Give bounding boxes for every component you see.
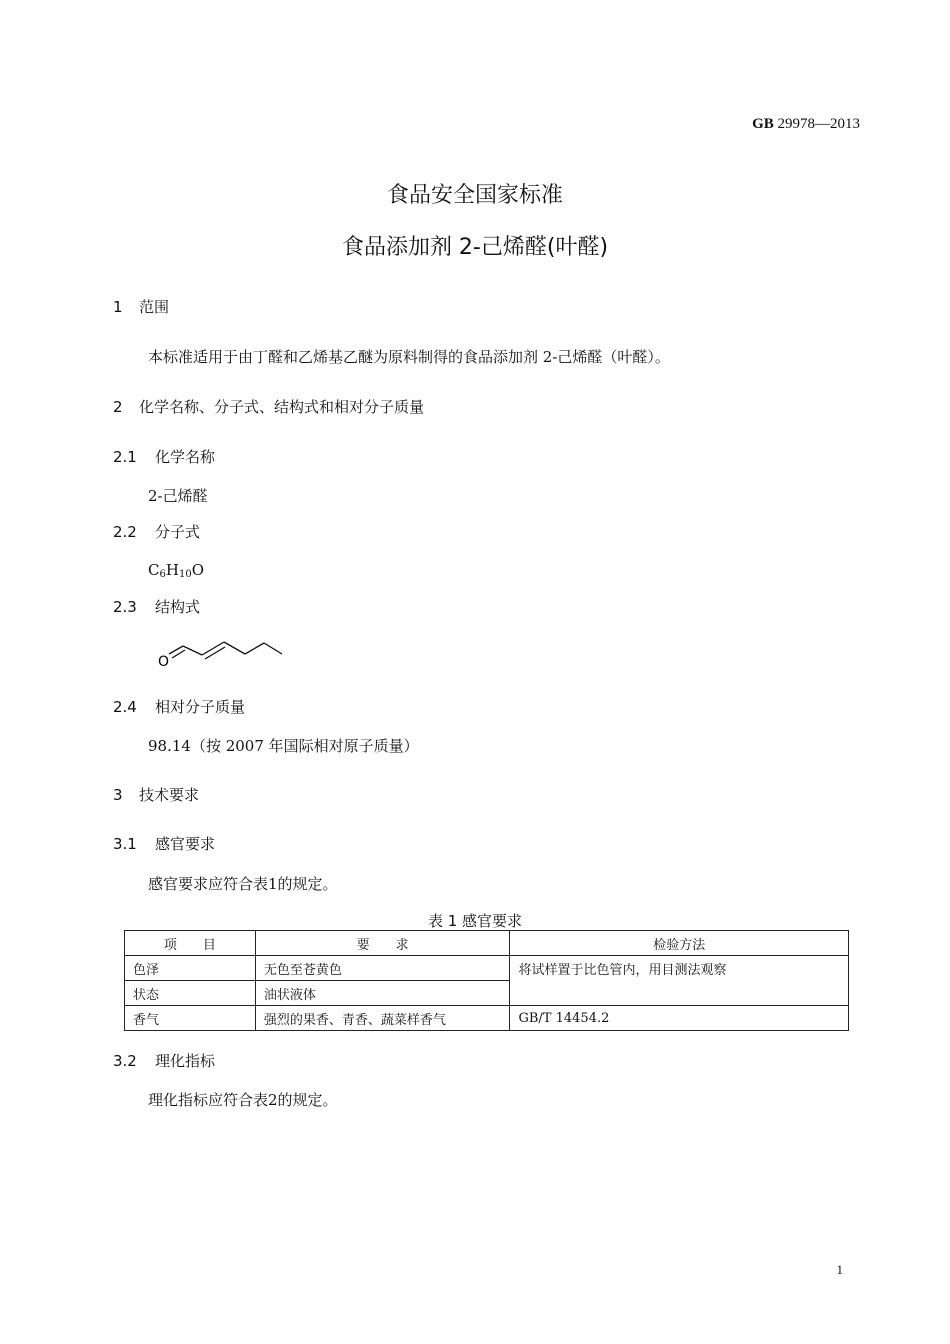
table-cell-item: 色泽 xyxy=(125,956,256,981)
oxygen-atom-label: O xyxy=(158,654,170,670)
section-number: 2.3 xyxy=(113,598,137,616)
title-line-2: 食品添加剂 2-己烯醛(叶醛) xyxy=(341,235,609,260)
table-row xyxy=(125,1006,849,1031)
section-2-2-heading xyxy=(113,521,200,542)
section-3-1-text: 感官要求应符合表1的规定。 xyxy=(148,875,338,893)
section-title: 结构式 xyxy=(155,598,201,616)
carbon-skeleton xyxy=(169,642,282,659)
section-title: 化学名称 xyxy=(155,448,216,466)
table-cell-method: 将试样置于比色管内，用目测法观察 xyxy=(510,956,849,1006)
formula-carbon-count: 6 xyxy=(159,569,166,580)
section-title: 化学名称、分子式、结构式和相对分子质量 xyxy=(139,398,425,416)
table-cell-requirement: 油状液体 xyxy=(255,981,510,1006)
molecular-formula xyxy=(148,561,204,580)
table-cell-item: 香气 xyxy=(125,1006,256,1031)
section-number: 2.4 xyxy=(113,698,137,716)
section-3-heading xyxy=(113,784,199,805)
section-title: 技术要求 xyxy=(139,786,200,804)
section-number: 1 xyxy=(113,298,123,316)
table-header-item: 项 目 xyxy=(125,931,256,956)
section-2-4-heading xyxy=(113,696,245,717)
chemical-name: 2-己烯醛 xyxy=(148,487,208,505)
section-3-2-text: 理化指标应符合表2的规定。 xyxy=(148,1091,338,1109)
structural-formula xyxy=(150,636,290,672)
formula-carbon: C xyxy=(148,561,160,579)
section-number: 2 xyxy=(113,398,123,416)
table-header-requirement: 要 求 xyxy=(255,931,510,956)
table-cell-requirement: 无色至苍黄色 xyxy=(255,956,510,981)
title-line-1: 食品安全国家标准 xyxy=(386,183,563,208)
relative-molecular-mass: 98.14（按 2007 年国际相对原子质量） xyxy=(148,737,419,755)
section-3-1-heading xyxy=(113,833,215,854)
section-2-3-heading xyxy=(113,596,200,617)
table-cell-method: GB/T 14454.2 xyxy=(510,1006,849,1031)
formula-hydrogen-count: 10 xyxy=(178,569,192,580)
section-title: 理化指标 xyxy=(155,1052,216,1070)
section-title: 相对分子质量 xyxy=(155,698,246,716)
section-number: 3.1 xyxy=(113,835,137,853)
table-1-caption: 表 1 感官要求 xyxy=(427,912,523,930)
table-header-method: 检验方法 xyxy=(510,931,849,956)
section-1-text: 本标准适用于由丁醛和乙烯基乙醚为原料制得的食品添加剂 2-己烯醛（叶醛）。 xyxy=(148,348,670,366)
table-row xyxy=(125,956,849,981)
section-number: 3.2 xyxy=(113,1052,137,1070)
page-number: 1 xyxy=(836,1262,843,1277)
section-number: 3 xyxy=(113,786,123,804)
section-title: 范围 xyxy=(139,298,170,316)
table-cell-requirement: 强烈的果香、青香、蔬菜样香气 xyxy=(255,1006,510,1031)
table-header-row xyxy=(125,931,849,956)
standard-code-prefix: GB xyxy=(752,116,774,132)
sensory-requirements-table xyxy=(124,930,849,1031)
section-title: 感官要求 xyxy=(155,835,216,853)
section-title: 分子式 xyxy=(155,523,201,541)
section-2-heading xyxy=(113,396,424,417)
section-1-heading xyxy=(113,296,169,317)
formula-oxygen: O xyxy=(191,561,204,579)
standard-code xyxy=(752,116,860,133)
table-cell-item: 状态 xyxy=(125,981,256,1006)
section-number: 2.2 xyxy=(113,523,137,541)
standard-code-number: 29978—2013 xyxy=(777,116,860,132)
section-number: 2.1 xyxy=(113,448,137,466)
formula-hydrogen: H xyxy=(165,561,179,579)
section-3-2-heading xyxy=(113,1050,215,1071)
section-2-1-heading xyxy=(113,446,215,467)
